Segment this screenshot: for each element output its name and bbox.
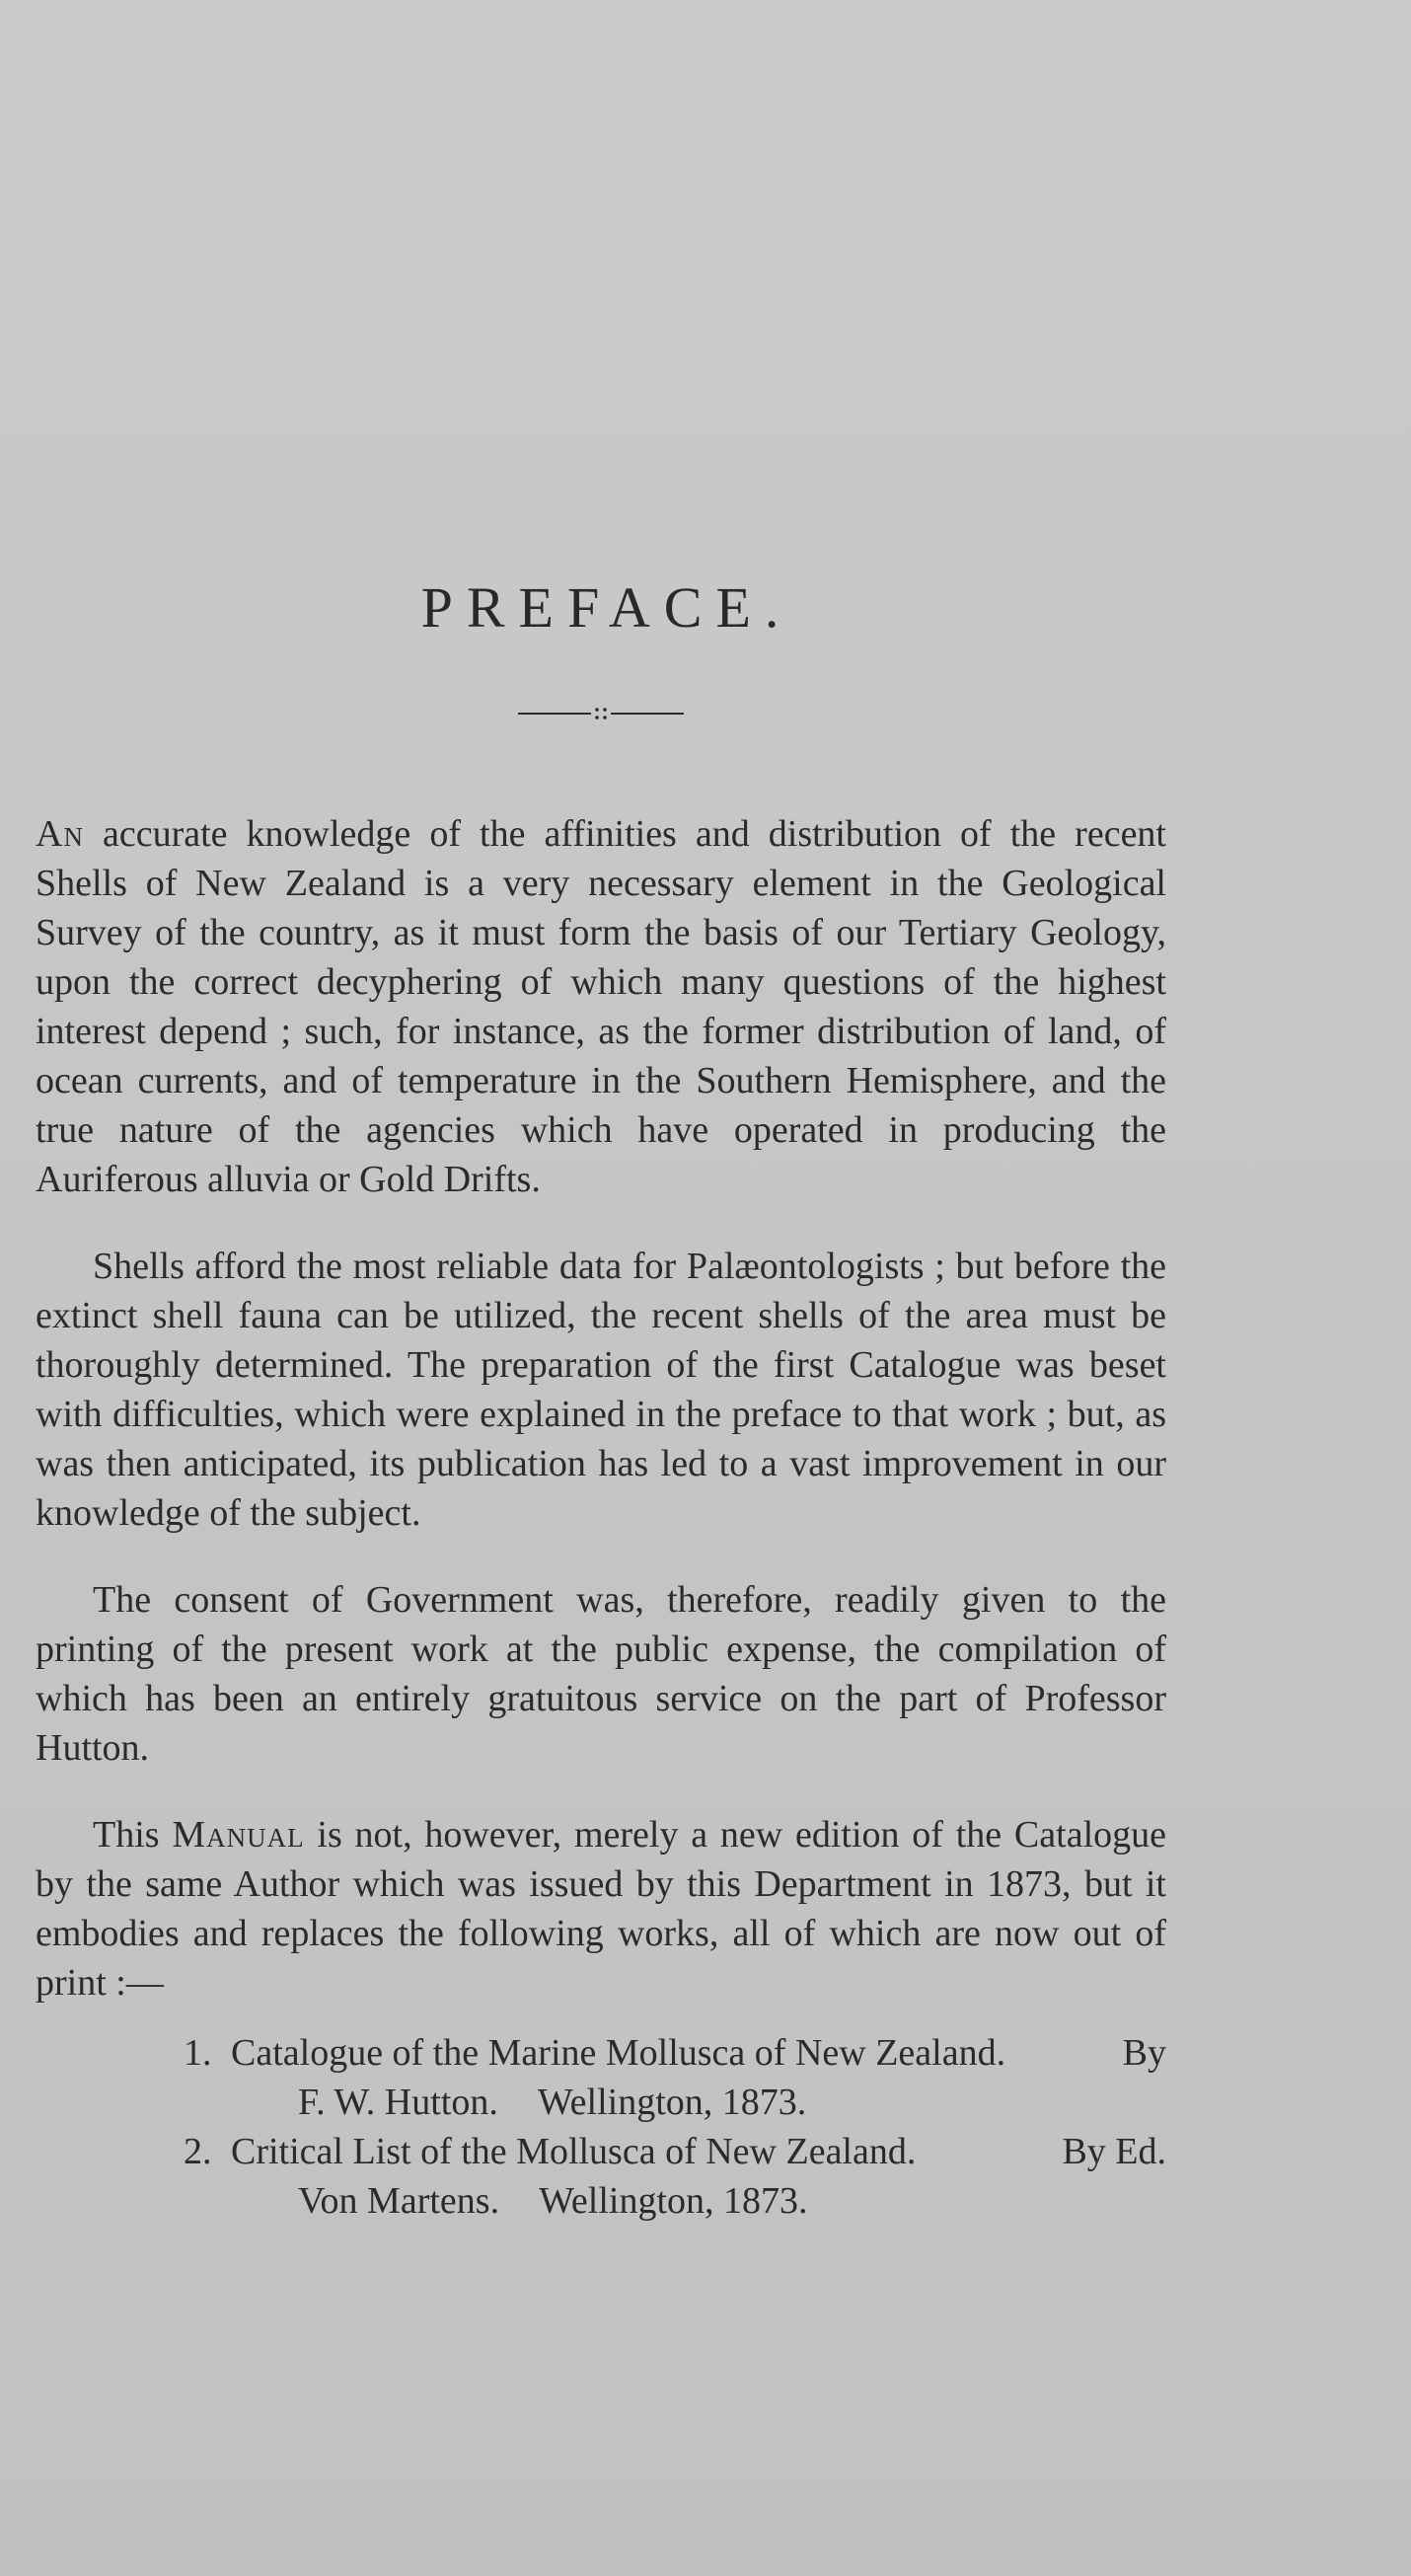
paragraph-1-text: accurate knowledge of the affinities and distribution of the recent Shells of New Zealand is a very necessary element in the Geological Survey of the country, as it must form the basis of our Tertiary Geology, upon the correct decyphering of which many questions of the highest interest depend ; such, for instance, as the former distribution of land, of ocean currents, and of temperature in the Southern Hemisphere, and the true nature of the agencies which have operated in producing the Auriferous alluvia or Gold Drifts. bbox=[36, 813, 1166, 1200]
paragraph-3: The consent of Government was, therefore, readily given to the printing of the present work at the public expense, the compilation of which has been an entirely gratuitous service on the part of Professor Hutton. bbox=[36, 1579, 1166, 1769]
list-item-number: 1. bbox=[184, 2032, 212, 2074]
list-item-author: Von Martens. bbox=[298, 2180, 500, 2222]
page-title: PREFACE. bbox=[420, 575, 793, 640]
list-item-title: Catalogue of the Marine Mollusca of New Zealand. bbox=[231, 2032, 1006, 2074]
list-item bbox=[184, 2127, 1166, 2226]
preface-body bbox=[36, 809, 1166, 2045]
list-item-line bbox=[231, 2028, 1166, 2078]
list-item-line bbox=[231, 2127, 1166, 2176]
paragraph-1-lead: An bbox=[36, 813, 84, 855]
paragraph-4-start: This bbox=[93, 1814, 173, 1856]
paragraph-4 bbox=[36, 1810, 1166, 2008]
paragraph-4-manual: Manual bbox=[172, 1814, 305, 1856]
list-item-line bbox=[231, 2078, 1166, 2127]
list-item-author: F. W. Hutton. bbox=[298, 2082, 498, 2123]
list-item-by: By bbox=[1122, 2032, 1166, 2074]
list-item-by: By Ed. bbox=[1062, 2131, 1166, 2172]
paragraph-4-text: is not, however, merely a new edition of the Catalogue by the same Author which was issued by this Department in 1873, but it embodies and replaces the following works, all of which are now out of print :— bbox=[36, 1814, 1166, 2004]
title-divider bbox=[516, 703, 686, 722]
divider-ornament-icon bbox=[516, 703, 686, 722]
list-item-title: Critical List of the Mollusca of New Zealand. bbox=[231, 2131, 917, 2172]
works-list bbox=[184, 2028, 1166, 2226]
paragraph-1 bbox=[36, 809, 1166, 1204]
list-item-number: 2. bbox=[184, 2131, 212, 2172]
paragraph-2: Shells afford the most reliable data for Palæontologists ; but before the extinct shell fauna can be utilized, the recent shells of the area must be thoroughly determined. The preparation of the first Catalogue was beset with difficulties, which were explained in the preface to that work ; but, as was then anticipated, its publication has led to a vast improvement in our knowledge of the subject. bbox=[36, 1246, 1166, 1534]
list-item bbox=[184, 2028, 1166, 2127]
list-item-line bbox=[231, 2176, 1166, 2226]
list-item-place-date: Wellington, 1873. bbox=[537, 2082, 807, 2123]
list-item-place-date: Wellington, 1873. bbox=[539, 2180, 808, 2222]
